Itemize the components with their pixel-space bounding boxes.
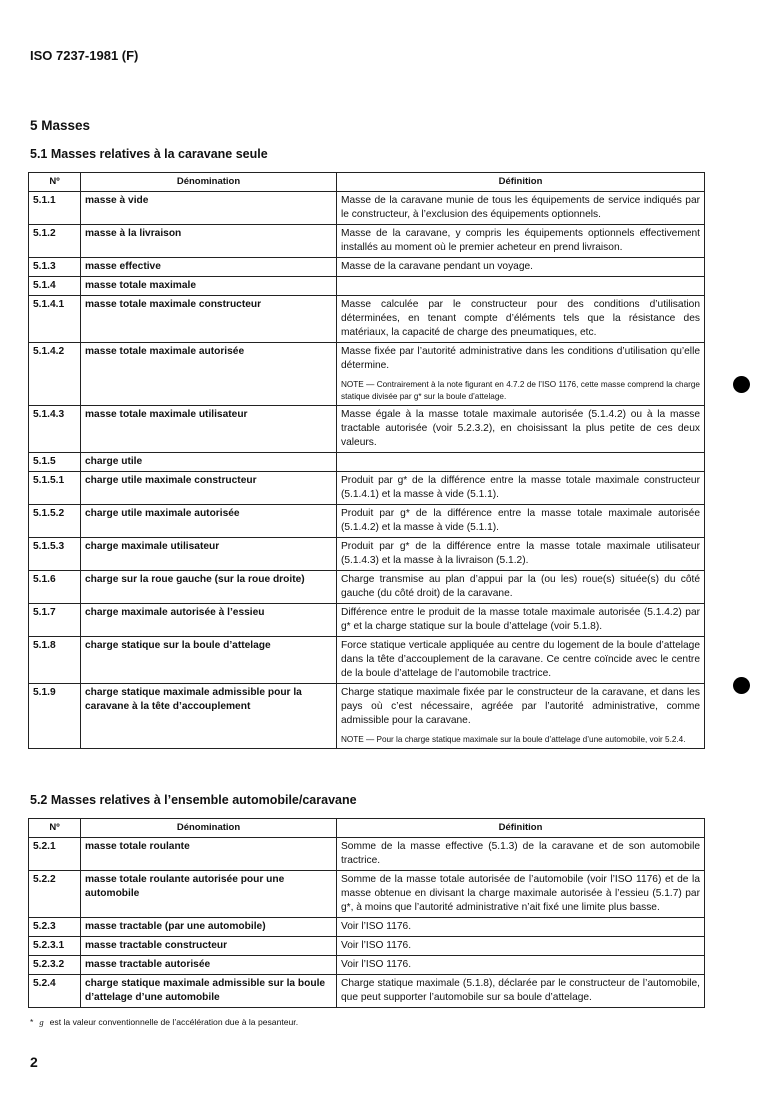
- row-name-text: charge maximale autorisée à l’essieu: [85, 607, 265, 618]
- subsection-title-5-2: 5.2 Masses relatives à l’ensemble automobile/caravane: [30, 793, 357, 807]
- row-number: [29, 637, 81, 684]
- row-number-text: 5.1.8: [33, 640, 56, 651]
- row-number: [29, 296, 81, 343]
- row-number: [29, 975, 81, 1008]
- table-row: [29, 192, 705, 225]
- section-title: 5 Masses: [30, 118, 91, 133]
- row-definition-text: Masse calculée par le constructeur pour des conditions d’utilisation déterminées, en tenant compte d’éléments tels que la résistance des matériaux, la capacité de charge des pneumatiques, etc.: [341, 299, 700, 338]
- table-row: [29, 838, 705, 871]
- row-name: [81, 192, 337, 225]
- row-name-text: charge statique maximale admissible pour la caravane à la tête d’accouplement: [85, 687, 302, 712]
- row-number: [29, 277, 81, 296]
- row-number-text: 5.1.4.1: [33, 299, 65, 310]
- row-number-text: 5.1.7: [33, 607, 56, 618]
- table-row: [29, 956, 705, 975]
- row-number-text: 5.1.1: [33, 195, 56, 206]
- row-name: [81, 871, 337, 918]
- col-header-name: Dénomination: [81, 173, 337, 192]
- table-row: [29, 472, 705, 505]
- row-name: [81, 472, 337, 505]
- col-header-num: Nº: [29, 173, 81, 192]
- row-definition: [337, 937, 705, 956]
- table-row: [29, 296, 705, 343]
- row-number-text: 5.2.1: [33, 841, 56, 852]
- row-number: [29, 871, 81, 918]
- row-name-text: masse tractable constructeur: [85, 940, 228, 951]
- row-name-text: charge utile maximale autorisée: [85, 508, 240, 519]
- row-definition: [337, 192, 705, 225]
- table-row: [29, 277, 705, 296]
- table-row: [29, 975, 705, 1008]
- row-definition: [337, 604, 705, 637]
- row-definition: [337, 571, 705, 604]
- row-number-text: 5.1.5.3: [33, 541, 65, 552]
- row-name: [81, 637, 337, 684]
- row-definition: [337, 343, 705, 406]
- col-header-name: Dénomination: [81, 819, 337, 838]
- page-number: 2: [30, 1054, 38, 1070]
- row-name: [81, 505, 337, 538]
- row-definition-text: Différence entre le produit de la masse totale maximale autorisée (5.1.4.2) par g* et la charge statique sur la boule d’attelage (voir 5.1.8).: [341, 607, 700, 632]
- col-header-def: Définition: [337, 819, 705, 838]
- row-name-text: masse totale maximale utilisateur: [85, 409, 248, 420]
- row-definition: [337, 871, 705, 918]
- row-definition-text: Charge statique maximale (5.1.8), déclarée par le constructeur de l’automobile, que peut supporter l’automobile sur sa boule d’attelage.: [341, 978, 700, 1003]
- row-name-text: masse totale maximale: [85, 280, 196, 291]
- row-name: [81, 453, 337, 472]
- row-number-text: 5.1.5: [33, 456, 56, 467]
- row-name: [81, 918, 337, 937]
- row-number-text: 5.1.5.1: [33, 475, 65, 486]
- row-name: [81, 343, 337, 406]
- row-name-text: masse à la livraison: [85, 228, 182, 239]
- row-definition-text: Masse de la caravane pendant un voyage.: [341, 261, 533, 272]
- footnote-text: est la valeur conventionnelle de l’accélération due à la pesanteur.: [49, 1017, 299, 1027]
- col-header-num: Nº: [29, 819, 81, 838]
- row-definition-text: Masse fixée par l’autorité administrative dans les conditions d’utilisation qu’elle détermine.: [341, 346, 700, 371]
- table-5-1: [28, 172, 705, 749]
- table-row: [29, 538, 705, 571]
- row-definition-text: Charge statique maximale fixée par le constructeur de la caravane, et dans les pays où c’est nécessaire, agréée par l’autorité administrative, comme admissible pour la caravane.: [341, 687, 700, 726]
- row-name-text: masse à vide: [85, 195, 149, 206]
- footnote-symbol: g: [39, 1017, 44, 1027]
- row-definition: [337, 838, 705, 871]
- row-number-text: 5.2.3: [33, 921, 56, 932]
- row-name: [81, 296, 337, 343]
- footnote-mark: *: [30, 1017, 34, 1027]
- table-row: [29, 453, 705, 472]
- row-definition-text: Charge transmise au plan d’appui par la (ou les) roue(s) située(s) du côté gauche (du côté droit) de la caravane.: [341, 574, 700, 599]
- row-number: [29, 571, 81, 604]
- row-name-text: masse effective: [85, 261, 161, 272]
- row-name-text: charge maximale utilisateur: [85, 541, 220, 552]
- row-name-text: masse tractable autorisée: [85, 959, 211, 970]
- row-name: [81, 538, 337, 571]
- row-number: [29, 406, 81, 453]
- row-number: [29, 604, 81, 637]
- row-name-text: charge sur la roue gauche (sur la roue droite): [85, 574, 305, 585]
- row-definition-text: Somme de la masse effective (5.1.3) de la caravane et de son automobile tractrice.: [341, 841, 700, 866]
- row-number: [29, 838, 81, 871]
- row-number-text: 5.1.4.2: [33, 346, 65, 357]
- row-name-text: masse tractable (par une automobile): [85, 921, 266, 932]
- row-number: [29, 472, 81, 505]
- row-definition: [337, 684, 705, 749]
- table-row: [29, 918, 705, 937]
- row-number-text: 5.1.6: [33, 574, 56, 585]
- row-name-text: charge utile: [85, 456, 143, 467]
- row-name-text: charge statique sur la boule d’attelage: [85, 640, 271, 651]
- document-header: ISO 7237-1981 (F): [30, 48, 139, 63]
- row-number-text: 5.2.2: [33, 874, 56, 885]
- row-number: [29, 225, 81, 258]
- row-definition: [337, 406, 705, 453]
- row-name-text: masse totale maximale constructeur: [85, 299, 262, 310]
- row-name: [81, 838, 337, 871]
- row-name: [81, 937, 337, 956]
- row-name: [81, 277, 337, 296]
- row-definition: [337, 956, 705, 975]
- row-definition: [337, 296, 705, 343]
- row-name: [81, 975, 337, 1008]
- row-name-text: masse totale roulante: [85, 841, 190, 852]
- row-definition-text: Somme de la masse totale autorisée de l’automobile (voir l’ISO 1176) et de la masse obtenue en divisant la charge maximale autorisée à l’essieu (5.1.7) par g*, à moins que l’autorité administrative n’ait fixé une limite plus basse.: [341, 874, 700, 913]
- row-name: [81, 684, 337, 749]
- row-name-text: masse totale roulante autorisée pour une automobile: [85, 874, 285, 899]
- row-number-text: 5.1.4.3: [33, 409, 65, 420]
- table-row: [29, 225, 705, 258]
- row-number-text: 5.1.4: [33, 280, 56, 291]
- row-definition: [337, 472, 705, 505]
- table-row: [29, 505, 705, 538]
- margin-dot: [733, 376, 750, 393]
- row-definition-text: Masse de la caravane munie de tous les équipements de service indiqués par le constructeur, à l’exclusion des équipements optionnels.: [341, 195, 700, 220]
- table-row: [29, 571, 705, 604]
- row-name: [81, 956, 337, 975]
- row-definition: [337, 453, 705, 472]
- row-number-text: 5.2.3.1: [33, 940, 65, 951]
- row-number: [29, 918, 81, 937]
- row-number: [29, 453, 81, 472]
- row-number: [29, 937, 81, 956]
- table-row: [29, 343, 705, 406]
- table-row: [29, 604, 705, 637]
- row-definition: [337, 258, 705, 277]
- row-number-text: 5.2.4: [33, 978, 56, 989]
- subsection-title-5-1: 5.1 Masses relatives à la caravane seule: [30, 147, 268, 161]
- row-name-text: charge statique maximale admissible sur la boule d’attelage d’une automobile: [85, 978, 326, 1003]
- row-definition-text: Produit par g* de la différence entre la masse totale maximale autorisée (5.1.4.2) et la masse à vide (5.1.1).: [341, 508, 700, 533]
- table-row: [29, 684, 705, 749]
- row-name: [81, 406, 337, 453]
- row-number-text: 5.2.3.2: [33, 959, 65, 970]
- row-definition: [337, 277, 705, 296]
- row-note: NOTE — Contrairement à la note figurant en 4.7.2 de l’ISO 1176, cette masse comprend la charge statique divisée par g* sur la boule d’attelage.: [341, 380, 700, 401]
- row-definition: [337, 975, 705, 1008]
- row-definition: [337, 505, 705, 538]
- row-number: [29, 505, 81, 538]
- row-name-text: charge utile maximale constructeur: [85, 475, 257, 486]
- table-5-2: [28, 818, 705, 1008]
- table-row: [29, 406, 705, 453]
- table-row: [29, 258, 705, 277]
- row-number-text: 5.1.3: [33, 261, 56, 272]
- table-row: [29, 937, 705, 956]
- table-row: [29, 637, 705, 684]
- row-definition: [337, 637, 705, 684]
- row-definition-text: Voir l’ISO 1176.: [341, 940, 412, 951]
- row-name: [81, 225, 337, 258]
- row-definition-text: Force statique verticale appliquée au centre du logement de la boule d’attelage dans la tête d’accouplement de la caravane. Ce centre coïncide avec le centre de la boule d’attelage de l’automobile tractrice.: [341, 640, 700, 679]
- row-number: [29, 684, 81, 749]
- row-number: [29, 258, 81, 277]
- row-definition-text: Masse de la caravane, y compris les équipements optionnels effectivement installés au moment où le premier acheteur en prend livraison.: [341, 228, 700, 253]
- row-number-text: 5.1.2: [33, 228, 56, 239]
- row-number: [29, 538, 81, 571]
- row-name: [81, 258, 337, 277]
- row-name: [81, 571, 337, 604]
- row-definition: [337, 225, 705, 258]
- row-definition-text: Voir l’ISO 1176.: [341, 921, 412, 932]
- row-number-text: 5.1.5.2: [33, 508, 65, 519]
- row-name: [81, 604, 337, 637]
- row-number-text: 5.1.9: [33, 687, 56, 698]
- row-definition: [337, 538, 705, 571]
- table-row: [29, 871, 705, 918]
- row-note: NOTE — Pour la charge statique maximale sur la boule d’attelage d’une automobile, voir 5.2.4.: [341, 735, 686, 744]
- row-definition-text: Voir l’ISO 1176.: [341, 959, 412, 970]
- col-header-def: Définition: [337, 173, 705, 192]
- footnote: [30, 1017, 298, 1027]
- row-number: [29, 956, 81, 975]
- row-definition-text: Masse égale à la masse totale maximale autorisée (5.1.4.2) ou à la masse tractable autorisée (voir 5.2.3.2), en choisissant la plus petite de ces deux valeurs.: [341, 409, 700, 448]
- row-number: [29, 343, 81, 406]
- row-definition: [337, 918, 705, 937]
- row-definition-text: Produit par g* de la différence entre la masse totale maximale utilisateur (5.1.4.3) et la masse à la livraison (5.1.2).: [341, 541, 700, 566]
- row-definition-text: Produit par g* de la différence entre la masse totale maximale constructeur (5.1.4.1) et la masse à vide (5.1.1).: [341, 475, 700, 500]
- row-name-text: masse totale maximale autorisée: [85, 346, 245, 357]
- row-number: [29, 192, 81, 225]
- margin-dot: [733, 677, 750, 694]
